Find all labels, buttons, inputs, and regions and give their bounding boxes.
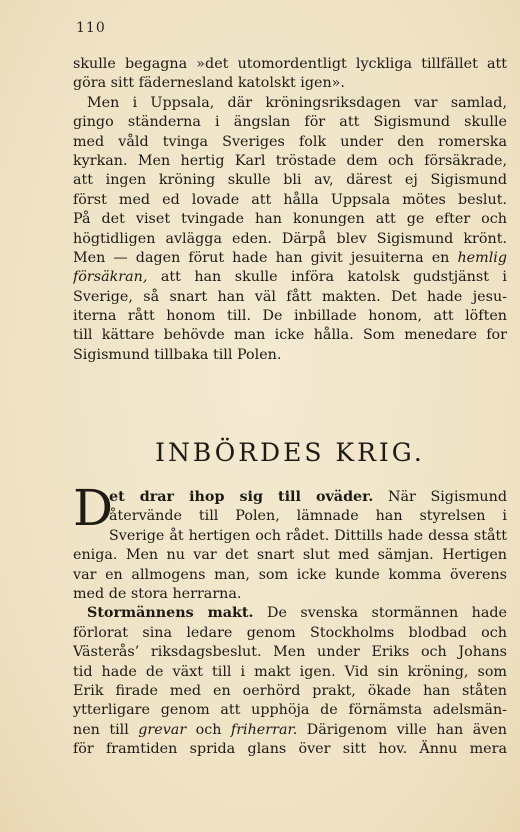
text-run: att ingen kröning skulle bli av, därest ej Sigismund xyxy=(73,172,507,189)
text-run: nen till xyxy=(73,721,139,738)
text-run: och xyxy=(186,721,231,738)
text-run: högtidligen avlägga eden. Därpå blev Sigismund krönt. xyxy=(73,230,507,247)
text-run: När Sigismund xyxy=(373,489,507,505)
bold-phrase: Stormännens makt. xyxy=(87,605,254,622)
page-number: 110 xyxy=(76,20,106,36)
text-run: förlorat sina ledare genom Stockholms blodbad och xyxy=(73,624,507,641)
text-run: tid hade de växt till i makt igen. Vid sin kröning, som xyxy=(73,663,507,680)
text-line xyxy=(109,507,507,526)
text-line xyxy=(73,171,507,190)
text-line xyxy=(73,663,507,682)
text-line xyxy=(73,94,507,113)
text-line xyxy=(73,740,507,759)
text-line xyxy=(73,585,507,604)
text-line xyxy=(109,527,507,546)
italic-phrase: grevar xyxy=(138,721,187,738)
text-run: Men i Uppsala, där kröningsriksdagen var samlad, xyxy=(87,94,507,111)
text-line xyxy=(73,624,507,643)
text-run: Sverige åt hertigen och rådet. Dittills hade dessa stått xyxy=(109,527,507,544)
text-run: kyrkan. Men hertig Karl tröstade dem och försäkrade, xyxy=(73,152,507,169)
chapter-heading: INBÖRDES KRIG. xyxy=(155,438,425,467)
text-line xyxy=(73,191,507,210)
text-run: Sverige, så snart han väl fått makten. Det hade jesu- xyxy=(73,288,507,305)
text-line xyxy=(73,326,507,345)
text-run: göra sitt fädernesland katolskt igen». xyxy=(73,75,345,92)
italic-phrase: försäkran, xyxy=(73,269,148,286)
text-run: ytterligare genom att upphöja de förnämsta adelsmän- xyxy=(73,702,507,719)
text-line xyxy=(73,230,507,249)
text-run: att han skulle införa katolsk gudstjänst i xyxy=(147,269,507,286)
text-line xyxy=(73,74,507,93)
italic-phrase: hemlig xyxy=(457,249,507,266)
text-run: till kättare behövde man icke hålla. Som menedare for xyxy=(73,327,507,344)
text-line xyxy=(73,643,507,662)
section-two-lines xyxy=(73,479,507,759)
text-line xyxy=(73,268,507,287)
text-run: Västerås’ riksdagsbeslut. Men under Eriks och Johans xyxy=(73,644,507,661)
text-run: för framtiden sprida glans över sitt hov. Ännu mera xyxy=(73,741,507,758)
section-one-body xyxy=(73,55,507,365)
text-run: först med ed lovade att hålla Uppsala mötes beslut. xyxy=(73,191,507,208)
text-run: eniga. Men nu var det snart slut med sämjan. Hertigen xyxy=(73,547,507,564)
text-run: På det viset tvingade han konungen att ge efter och xyxy=(73,211,507,228)
text-run: Men — dagen förut hade han givit jesuiterna en xyxy=(73,249,458,266)
section-two-body xyxy=(73,479,507,759)
text-run: gingo ständerna i ängslan för att Sigismund skulle xyxy=(73,114,507,131)
text-run: De svenska stormännen hade xyxy=(253,605,507,622)
text-line xyxy=(73,288,507,307)
text-line xyxy=(73,113,507,132)
text-run: iterna rått honom till. De inbillade honom, att löften xyxy=(73,308,507,325)
text-line xyxy=(73,55,507,74)
text-line xyxy=(73,307,507,326)
text-line xyxy=(73,721,507,740)
text-line xyxy=(73,546,507,565)
text-run: med de stora herrarna. xyxy=(73,585,242,602)
bold-phrase: et drar ihop sig till oväder. xyxy=(109,489,374,505)
italic-phrase: friherrar. xyxy=(230,721,298,738)
text-run: Sigismund tillbaka till Polen. xyxy=(73,346,282,363)
text-line xyxy=(73,133,507,152)
text-run: Därigenom ville han även xyxy=(297,721,507,738)
text-line xyxy=(73,701,507,720)
text-line xyxy=(73,249,507,268)
text-run: skulle begagna »det utomordentligt lyckliga tillfället att xyxy=(73,56,507,72)
text-line xyxy=(73,566,507,585)
text-run: återvände till Polen, lämnade han styrelsen i xyxy=(109,508,507,525)
text-line xyxy=(73,152,507,171)
drop-cap: D xyxy=(73,479,114,537)
text-run: var en allmogens man, som icke kunde komma överens xyxy=(73,566,507,583)
text-run: Erik firade med en oerhörd prakt, ökade han ståten xyxy=(73,682,507,699)
text-line xyxy=(73,346,507,365)
text-line xyxy=(73,210,507,229)
text-line xyxy=(73,682,507,701)
text-run: med våld tvinga Sveriges folk under den romerska xyxy=(73,133,507,150)
text-line xyxy=(73,604,507,623)
text-line xyxy=(109,488,507,507)
